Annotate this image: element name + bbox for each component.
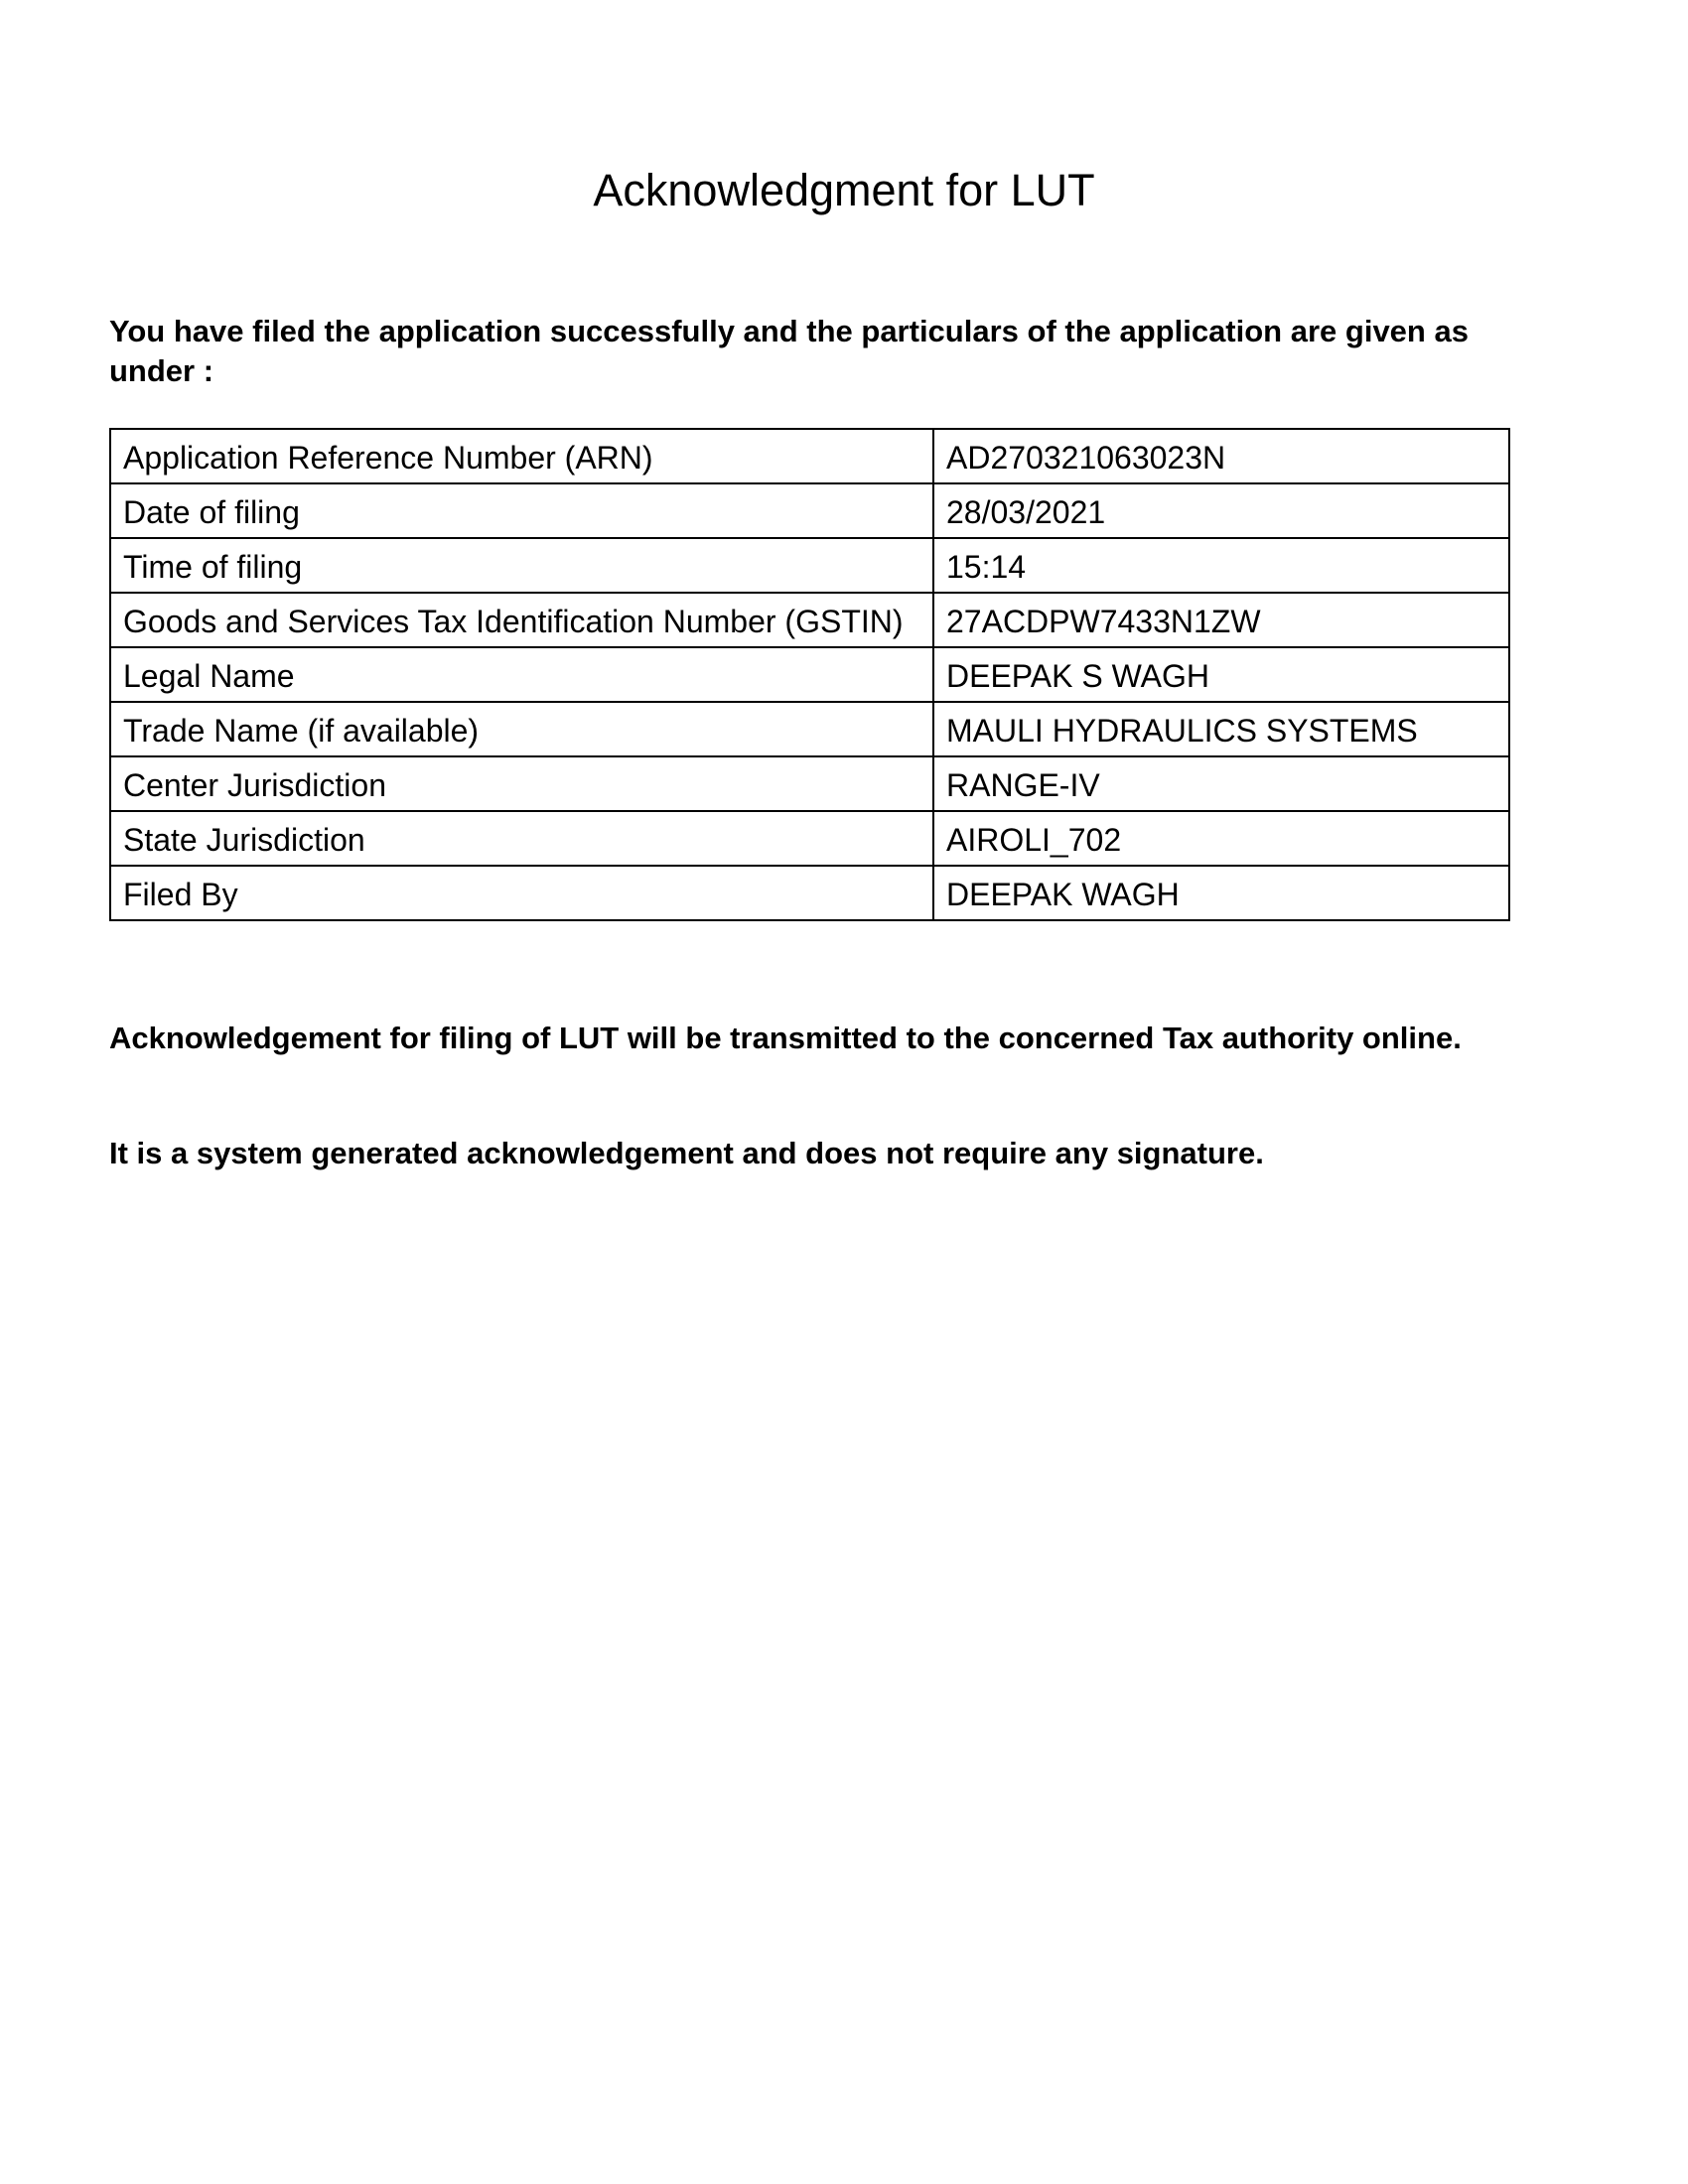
row-value: 15:14 [933,538,1509,593]
row-value: AD270321063023N [933,429,1509,483]
table-row-gstin [110,593,1509,647]
row-label: Center Jurisdiction [110,756,933,811]
table-row-arn [110,429,1509,483]
table-row-trade-name [110,702,1509,756]
row-label: Legal Name [110,647,933,702]
intro-text: You have filed the application successfully and the particulars of the application are given as under : [109,314,1469,388]
row-value: RANGE-IV [933,756,1509,811]
row-label: Trade Name (if available) [110,702,933,756]
row-value: AIROLI_702 [933,811,1509,866]
table-row-date [110,483,1509,538]
row-value: MAULI HYDRAULICS SYSTEMS [933,702,1509,756]
row-label: Filed By [110,866,933,920]
system-generated-note: It is a system generated acknowledgement and does not require any signature. [109,1136,1264,1170]
particulars-table [109,428,1510,921]
row-value: DEEPAK WAGH [933,866,1509,920]
table-row-time [110,538,1509,593]
row-label: Time of filing [110,538,933,593]
page-title: Acknowledgment for LUT [593,165,1095,215]
row-label: Application Reference Number (ARN) [110,429,933,483]
row-label: Date of filing [110,483,933,538]
row-value: 27ACDPW7433N1ZW [933,593,1509,647]
row-value: DEEPAK S WAGH [933,647,1509,702]
row-value: 28/03/2021 [933,483,1509,538]
table-row-legal-name [110,647,1509,702]
transmit-note: Acknowledgement for filing of LUT will be transmitted to the concerned Tax authority online. [109,1021,1462,1055]
table-row-state-jurisdiction [110,811,1509,866]
row-label: Goods and Services Tax Identification Number (GSTIN) [110,593,933,647]
table-row-filed-by [110,866,1509,920]
row-label: State Jurisdiction [110,811,933,866]
table-row-center-jurisdiction [110,756,1509,811]
